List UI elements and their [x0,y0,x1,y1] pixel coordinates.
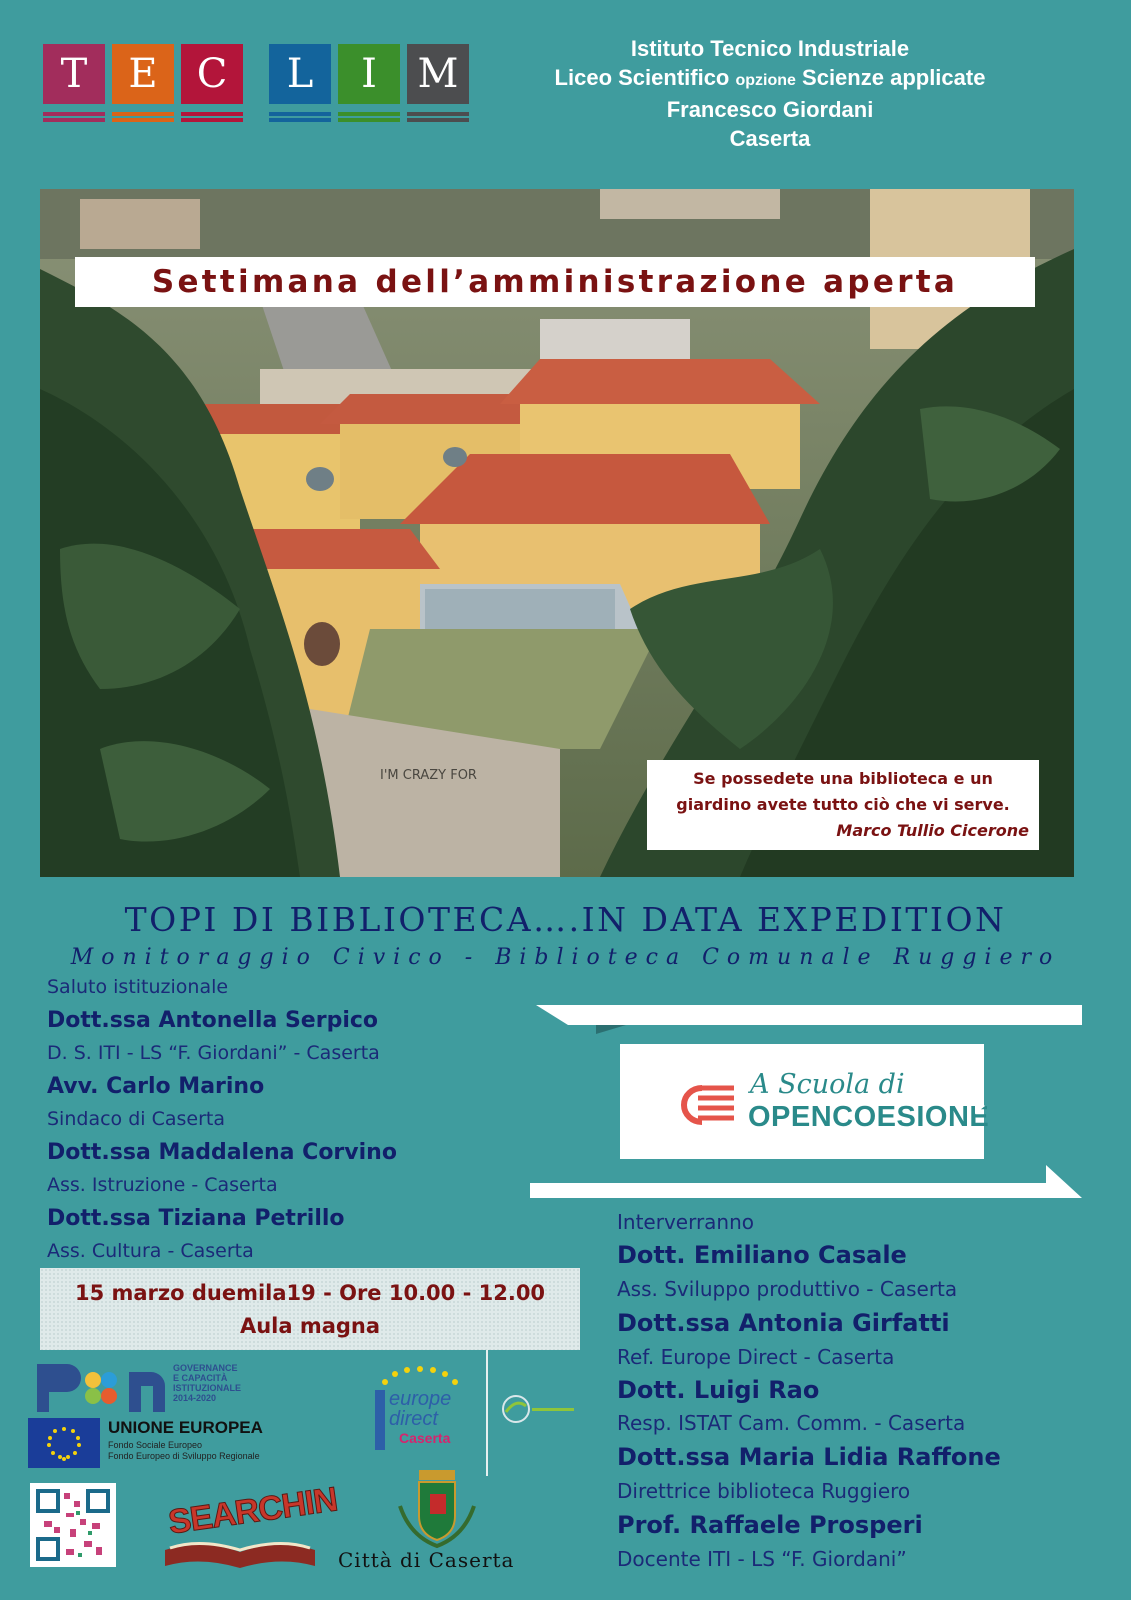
event-banner: Settimana dell’amministrazione aperta [75,257,1035,307]
school-line-1: Istituto Tecnico Industriale [630,36,910,61]
pon-line: 2014-2020 [173,1393,217,1403]
speaker-role: Ass. Istruzione - Caserta [47,1174,278,1196]
logo-bar [181,112,243,122]
partner-logo [498,1394,578,1424]
school-line-4: Caserta [729,126,811,151]
opencoesione-line-1: A Scuola di [750,1069,905,1100]
speaker-name: Dott.ssa Antonella Serpico [47,1008,379,1033]
quote-line-1: Se possedete una biblioteca e un [693,769,993,788]
logo-tile-c: C [181,44,243,104]
eu-flag-icon [28,1418,100,1468]
europe-direct-logo [375,1366,485,1462]
school-header [500,34,1040,153]
graffiti-text: I'M CRAZY FOR [380,768,477,783]
logo-bar [269,112,331,122]
school-line-2a: Liceo Scientifico [554,65,736,90]
crest-icon [392,1466,482,1552]
main-title: TOPI DI BIBLIOTECA….IN DATA EXPEDITION [124,900,1007,939]
opencoesione-pointer [975,1098,985,1114]
eu-title: UNIONE EUROPEA [108,1418,263,1437]
speaker-name: Dott. Luigi Rao [617,1376,820,1404]
citta-di-caserta: Città di Caserta [338,1548,515,1572]
greetings-heading: Saluto istituzionale [47,976,229,998]
school-line-2 [500,63,1040,95]
pon-line: GOVERNANCE [173,1363,238,1373]
opencoesione-line-2: OPENCOESIONE [748,1101,990,1133]
logo-tile-m: M [407,44,469,104]
speaker-name: Dott.ssa Antonia Girfatti [617,1309,950,1337]
pon-line: E CAPACITÀ [173,1373,228,1383]
eu-line-1: Fondo Sociale Europeo [108,1440,203,1450]
eu-line-2: Fondo Europeo di Sviluppo Regionale [108,1451,260,1461]
opencoesione-logo [620,1044,990,1159]
qr-code[interactable] [30,1483,116,1567]
logo-tile-l: L [269,44,331,104]
event-date-box [40,1268,580,1350]
greetings-list [47,972,517,1267]
speaker-role: Direttrice biblioteca Ruggiero [617,1479,911,1503]
speaker-name: Prof. Raffaele Prosperi [617,1511,923,1539]
event-when: 15 marzo duemila19 - Ore 10.00 - 12.00 [74,1281,546,1305]
logo-bar [112,112,174,122]
speaker-role: D. S. ITI - LS “F. Giordani” - Caserta [47,1042,380,1064]
pon-text [173,1363,241,1403]
eu-logo [28,1418,298,1472]
logo-tile-i: I [338,44,400,104]
europe-direct-line-3: Caserta [399,1430,451,1446]
logo-tile-e: E [112,44,174,104]
speaker-role: Ass. Cultura - Caserta [47,1240,254,1262]
event-where: Aula magna [239,1314,381,1338]
pon-line: ISTITUZIONALE [173,1383,241,1393]
speaker-role: Resp. ISTAT Cam. Comm. - Caserta [617,1411,966,1435]
logo-bar [43,112,105,122]
speaker-name: Dott.ssa Maria Lidia Raffone [617,1443,1001,1471]
speaker-name: Dott.ssa Tiziana Petrillo [47,1206,345,1231]
quote-line-2: giardino avete tutto ciò che vi serve. [676,795,1010,814]
speaker-role: Ass. Sviluppo produttivo - Caserta [617,1277,958,1301]
speakers-heading: Interverranno [617,1210,755,1234]
logo-bar [407,112,469,122]
speaker-role: Docente ITI - LS “F. Giordani” [617,1547,907,1571]
school-line-3: Francesco Giordani [666,97,874,122]
speaker-name: Avv. Carlo Marino [47,1074,265,1099]
speakers-list [617,1206,1117,1576]
europe-direct-line-2: direct [389,1408,438,1430]
logo-tile-t: T [43,44,105,104]
logo-bar [338,112,400,122]
qr-code-icon [30,1483,116,1567]
school-line-2b: opzione [735,72,796,89]
partner-icon [498,1394,578,1424]
quote-author: Marco Tullio Cicerone [836,821,1029,840]
opencoesione-icon [668,1084,738,1126]
pon-mark [33,1360,173,1416]
searchin-text: SEARCHIN [166,1480,340,1542]
speaker-name: Dott. Emiliano Casale [617,1241,907,1269]
school-line-2c: Scienze applicate [795,65,986,90]
quote-box [647,760,1039,850]
searchin-logo [160,1480,340,1570]
europe-direct-line-1: europe [389,1388,452,1410]
pon-logo [33,1360,273,1420]
speaker-role: Sindaco di Caserta [47,1108,225,1130]
speaker-role: Ref. Europe Direct - Caserta [617,1345,895,1369]
speaker-name: Dott.ssa Maddalena Corvino [47,1140,397,1165]
eu-stars-icon [28,1418,100,1468]
caserta-crest [392,1466,482,1552]
logo-divider [486,1350,488,1476]
sub-title: Monitoraggio Civico - Biblioteca Comunale Ruggiero [70,945,1061,970]
